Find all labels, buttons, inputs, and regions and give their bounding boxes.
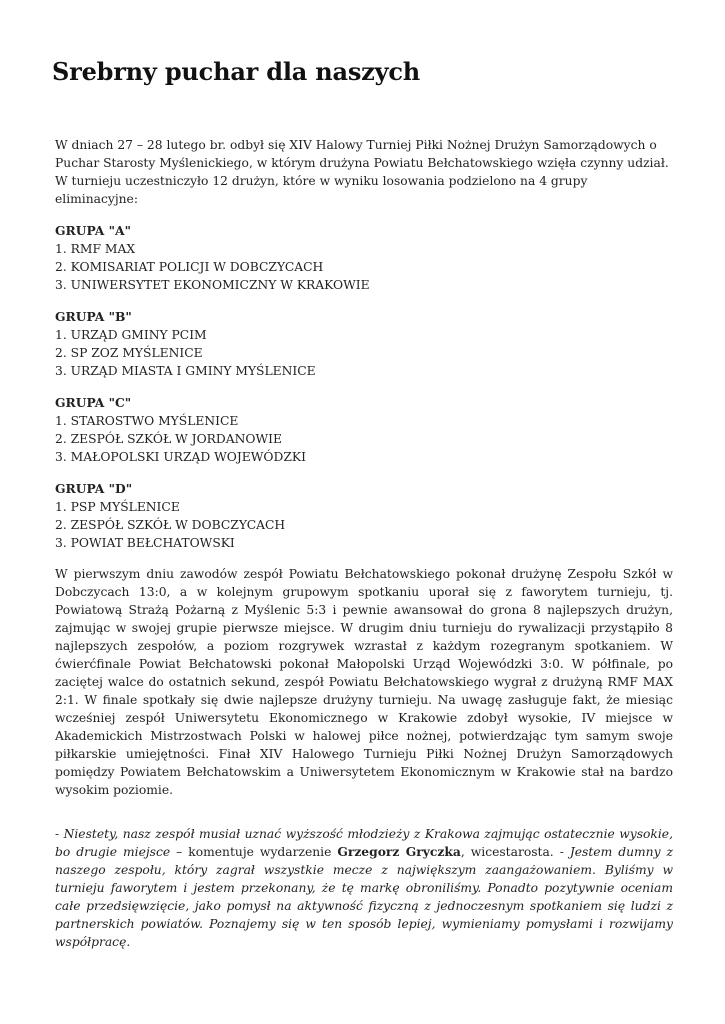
list-item: 1. STAROSTWO MYŚLENICE [55, 414, 239, 428]
list-item: 3. MAŁOPOLSKI URZĄD WOJEWÓDZKI [55, 450, 306, 464]
list-item: 3. POWIAT BEŁCHATOWSKI [55, 536, 235, 550]
group-c [55, 394, 673, 466]
list-item: 2. ZESPÓŁ SZKÓŁ W DOBCZYCACH [55, 518, 286, 532]
list-item: 2. KOMISARIAT POLICJI W DOBCZYCACH [55, 260, 324, 274]
list-item: 3. UNIWERSYTET EKONOMICZNY W KRAKOWIE [55, 278, 370, 292]
list-item: 3. URZĄD MIASTA I GMINY MYŚLENICE [55, 364, 316, 378]
group-title: GRUPA "D" [55, 481, 133, 496]
list-item: 2. ZESPÓŁ SZKÓŁ W JORDANOWIE [55, 432, 282, 446]
list-item: 2. SP ZOZ MYŚLENICE [55, 346, 203, 360]
list-item: 1. URZĄD GMINY PCIM [55, 328, 207, 342]
group-title: GRUPA "A" [55, 223, 131, 238]
body-paragraph: W pierwszym dniu zawodów zespół Powiatu Bełchatowskiego pokonał drużynę Zespołu Szkół w Dobczycach 13:0, a w kolejnym grupowym spotkaniu uporał się z faworytem turnieju, tj. Powiatową Strażą Pożarną z Myślenic 5:3 i pewnie awansował do grona 8 najlepszych drużyn, zajmując w swojej grupie pierwsze miejsce. W drugim dniu turnieju do rywalizacji przystąpiło 8 najlepszych zespołów, a poziom rozgrywek wzrastał z każdym rozegranym spotkaniem. W ćwierćfinale Powiat Bełchatowski pokonał Małopolski Urząd Wojewódzki 3:0. W półfinale, po zaciętej walce do ostatnich sekund, zespół Powiatu Bełchatowskiego wygrał z drużyną RMF MAX 2:1. W finale spotkały się dwie najlepsze drużyny turnieju. Na uwagę zasługuje fakt, że miesiąc wcześniej zespół Uniwersytetu Ekonomicznego w Krakowie zdobył wysokie, IV miejsce w Akademickich Mistrzostwach Polski w halowej piłce nożnej, potwierdzając tym samym swoje piłkarskie umiejętności. Finał XIV Halowego Turnieju Piłki Nożnej Drużyn Samorządowych pomiędzy Powiatem Bełchatowskim a Uniwersytetem Ekonomicznym w Krakowie stał na bardzo wysokim poziomie. [55, 567, 673, 797]
group-title: GRUPA "B" [55, 309, 132, 324]
quote-text: - Niestety, nasz zespół musiał uznać wyższość młodzieży z Krakowa zajmując ostatecznie wysokie, bo drugie miejsce [55, 827, 673, 859]
list-item: 1. RMF MAX [55, 242, 136, 256]
group-d [55, 480, 673, 552]
quote-paragraph [55, 825, 673, 951]
speaker-name: Grzegorz Gryczka [337, 844, 461, 859]
list-item: 1. PSP MYŚLENICE [55, 500, 180, 514]
group-a [55, 222, 673, 294]
page-title: Srebrny puchar dla naszych [52, 57, 421, 86]
quote-text-continued: - Jestem dumny z naszego zespołu, który zagrał wszystkie mecze z największym zaangażowaniem. Byliśmy w turnieju faworytem i jestem przekonany, że tę markę obroniliśmy. Ponadto pozytywnie oceniam całe przedsięwzięcie, jako pomysł na aktywność fizyczną z jednoczesnym spotkaniem się ludzi z partnerskich powiatów. Poznajemy się w ten sposób lepiej, wymieniamy pomysłami i rozwijamy współpracę. [55, 845, 673, 949]
group-title: GRUPA "C" [55, 395, 132, 410]
intro-paragraph: W dniach 27 – 28 lutego br. odbył się XIV Halowy Turniej Piłki Nożnej Drużyn Samorządowych o Puchar Starosty Myślenickiego, w którym drużyna Powiatu Bełchatowskiego wzięła czynny udział. W turnieju uczestniczyło 12 drużyn, które w wyniku losowania podzielono na 4 grupy eliminacyjne: [55, 138, 669, 206]
article-content [55, 136, 673, 951]
speaker-role: , wicestarosta. [460, 845, 560, 859]
group-b [55, 308, 673, 380]
quote-attribution: – komentuje wydarzenie [170, 845, 338, 859]
